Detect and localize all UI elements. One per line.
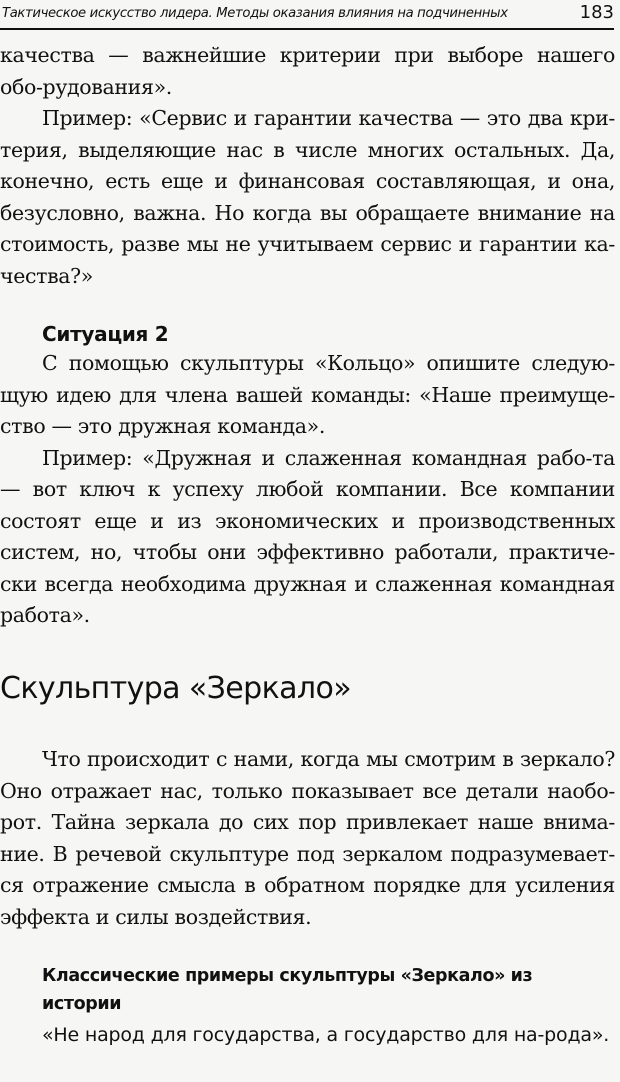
- page-number: 183: [579, 2, 614, 23]
- header-rule: [0, 28, 614, 30]
- paragraph-task: С помощью скульптуры «Кольцо» опишите следую-щую идею для члена вашей команды: «Наше преимуще-ство — это дружная команда».: [0, 351, 615, 438]
- paragraph-example-team: Пример: «Дружная и слаженная командная рабо-та — вот ключ к успеху любой компании. Все компании состоят еще и из экономических и производственных систем, но, чтобы они эффективно работали, практиче-ски всегда необходима дружная и слаженная командная работа».: [0, 445, 615, 627]
- section-heading: Скульптура «Зеркало»: [0, 671, 351, 706]
- examples-subheading: Классические примеры скульптуры «Зеркало» из истории: [42, 966, 533, 1014]
- situation-heading: Ситуация 2: [42, 322, 169, 346]
- running-header: [2, 2, 614, 24]
- situation-text-block: [0, 348, 615, 632]
- section-text-block: [0, 744, 615, 933]
- running-title: Тактическое искусство лидера. Методы оказания влияния на подчиненных: [2, 6, 508, 21]
- historical-quote: «Не народ для государства, а государство для на-рода».: [42, 1024, 610, 1046]
- continued-text-block: [0, 40, 615, 292]
- paragraph-continued: качества — важнейшие критерии при выборе нашего обо-рудования».: [0, 43, 615, 99]
- paragraph-mirror: Что происходит с нами, когда мы смотрим в зеркало? Оно отражает нас, только показывает все детали наобо-рот. Тайна зеркала до сих пор привлекает наше внима-ние. В речевой скульптуре под зеркалом подразумевает-ся отражение смысла в обратном порядке для усиления эффекта и силы воздействия.: [0, 747, 615, 929]
- paragraph-example-service: Пример: «Сервис и гарантии качества — это два кри-терия, выделяющие нас в числе многих остальных. Да, конечно, есть еще и финансовая составляющая, и она, безусловно, важна. Но когда вы обращаете внимание на стоимость, разве мы не учитываем сервис и гарантии ка-чества?»: [0, 106, 615, 288]
